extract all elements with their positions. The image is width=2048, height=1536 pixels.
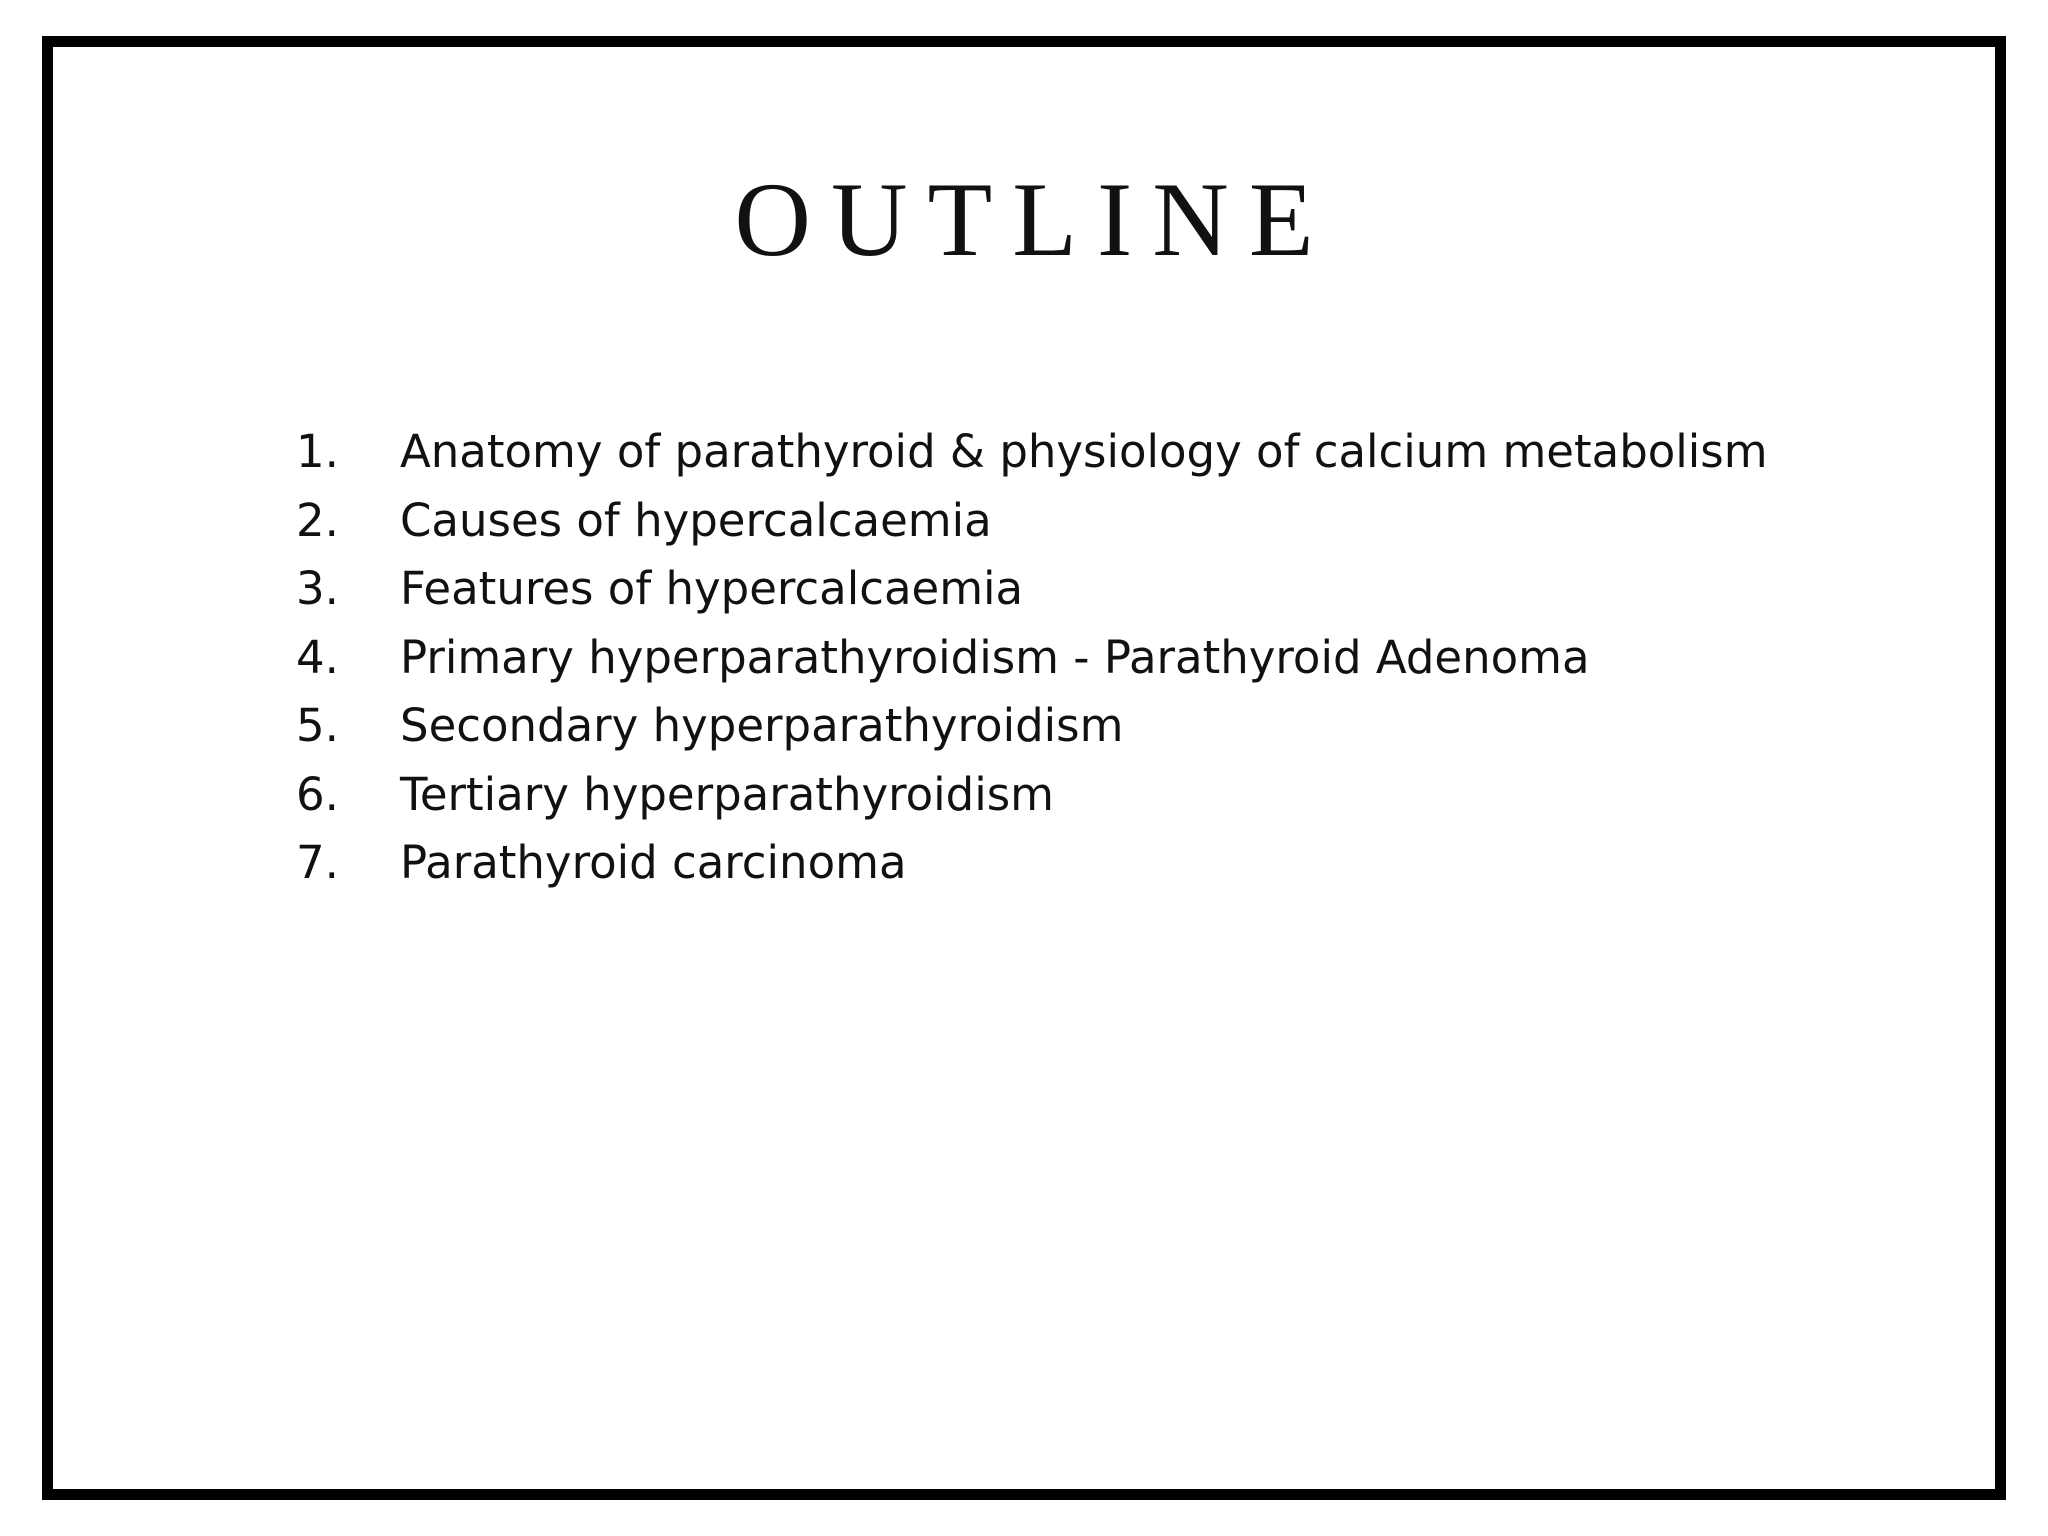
list-item-number: 4. — [296, 630, 339, 684]
list-item — [296, 761, 1768, 830]
slide-title: OUTLINE — [734, 161, 1334, 278]
outline-list — [296, 418, 1768, 898]
list-item — [296, 487, 1768, 556]
list-item-text: Primary hyperparathyroidism - Parathyroid Adenoma — [400, 630, 1590, 684]
list-item-text: Parathyroid carcinoma — [400, 836, 907, 889]
list-item-number: 5. — [296, 699, 339, 752]
list-item — [296, 555, 1768, 624]
list-item-text: Features of hypercalcaemia — [400, 562, 1024, 615]
list-item-text: Causes of hypercalcaemia — [400, 493, 992, 547]
list-item — [296, 692, 1768, 761]
list-item-number: 7. — [296, 836, 339, 889]
slide-frame — [42, 36, 2006, 1500]
list-item — [296, 624, 1768, 693]
list-item — [296, 829, 1768, 898]
list-item-text: Tertiary hyperparathyroidism — [400, 767, 1054, 821]
list-item-number: 1. — [296, 425, 339, 478]
list-item-number: 2. — [296, 493, 339, 547]
list-item-number: 6. — [296, 767, 339, 821]
list-item-text: Anatomy of parathyroid & physiology of calcium metabolism — [400, 425, 1768, 478]
list-item — [296, 418, 1768, 487]
list-item-number: 3. — [296, 562, 339, 615]
list-item-text: Secondary hyperparathyroidism — [400, 699, 1124, 752]
